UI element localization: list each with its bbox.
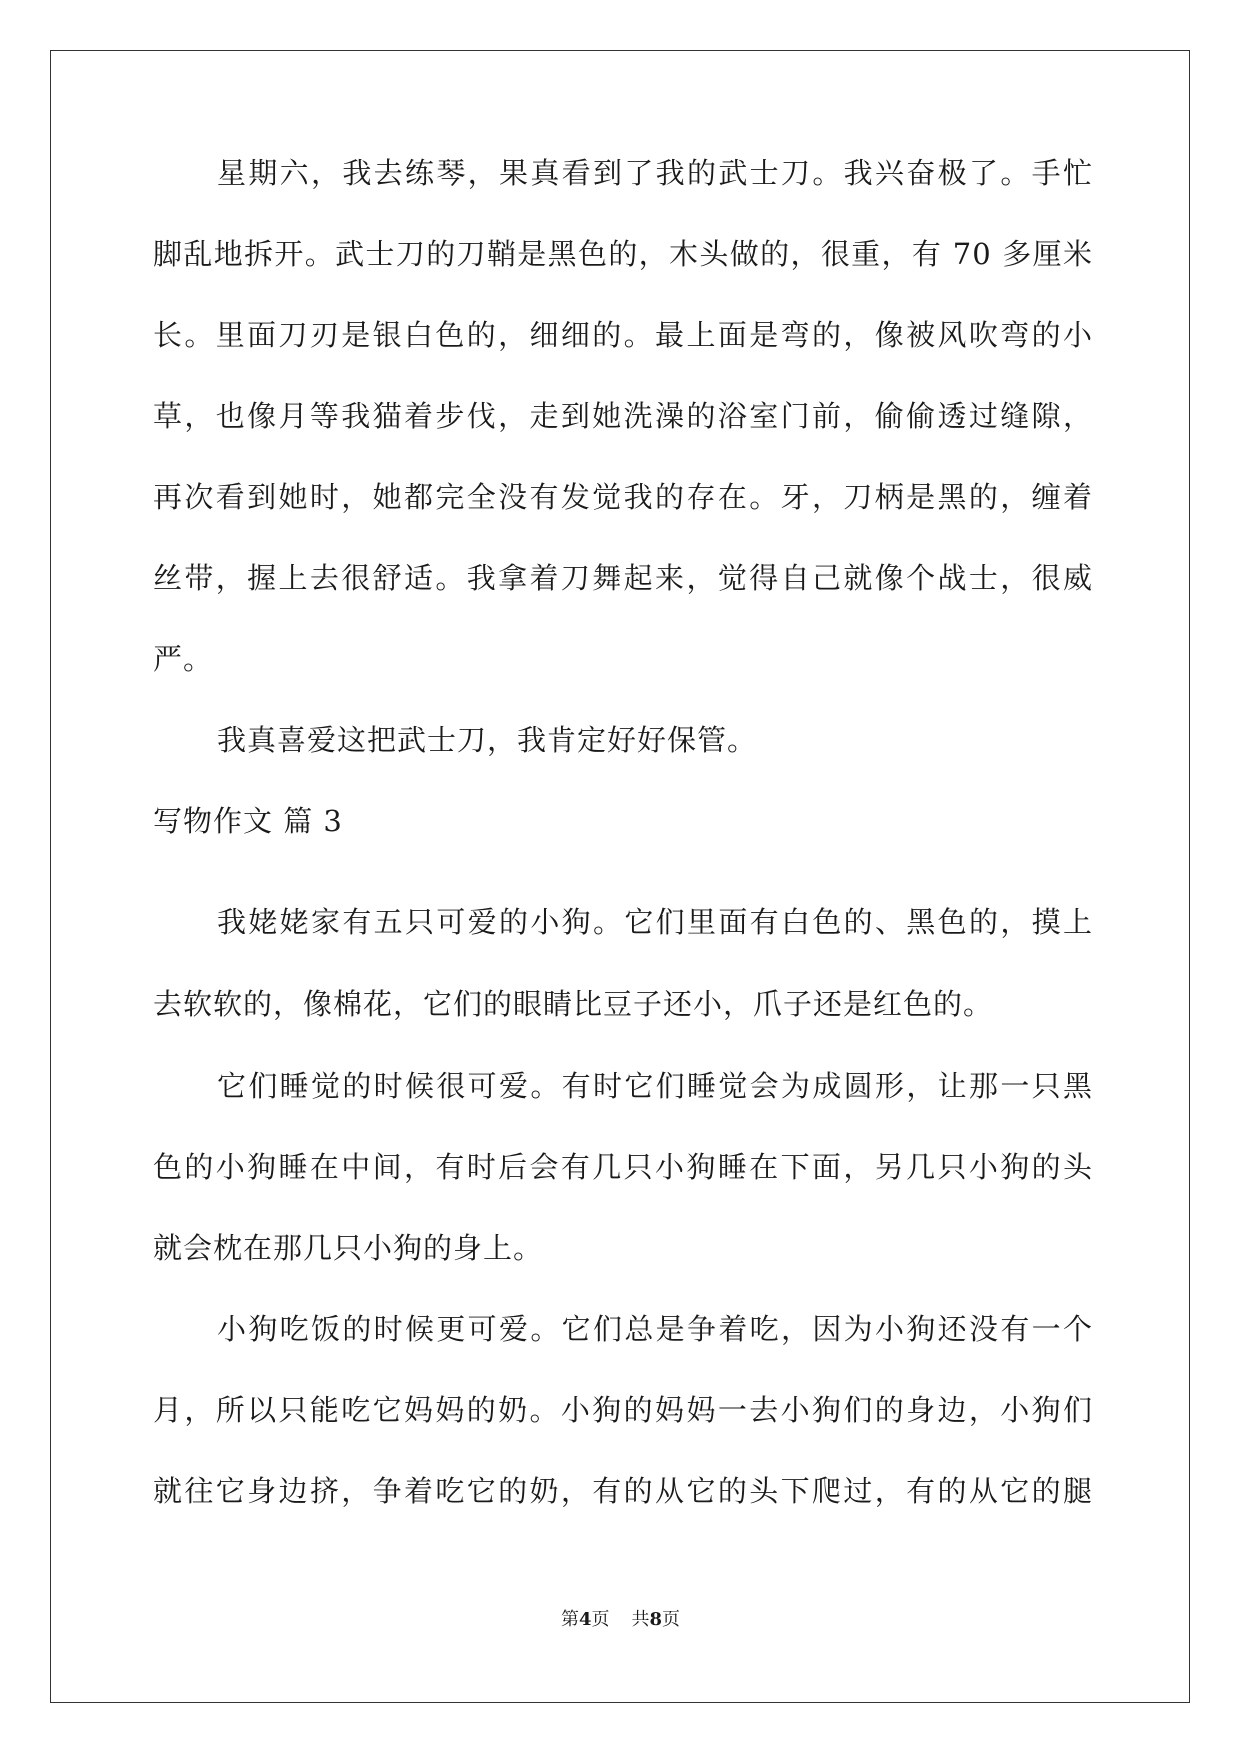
total-unit: 页 <box>662 1609 681 1630</box>
paragraph-line: 丝带，握上去很舒适。我拿着刀舞起来，觉得自己就像个战士，很威 <box>153 561 1093 595</box>
page-unit: 页 <box>591 1609 610 1630</box>
page-border <box>50 50 1190 1703</box>
page-prefix: 第 <box>560 1609 579 1630</box>
paragraph-line: 就往它身边挤，争着吃它的奶，有的从它的头下爬过，有的从它的腿 <box>153 1474 1093 1508</box>
paragraph-line: 我姥姥家有五只可爱的小狗。它们里面有白色的、黑色的，摸上 <box>217 905 1093 939</box>
paragraph-line: 再次看到她时，她都完全没有发觉我的存在。牙，刀柄是黑的，缠着 <box>153 480 1093 514</box>
paragraph-line: 去软软的，像棉花，它们的眼睛比豆子还小，爪子还是红色的。 <box>153 987 994 1021</box>
paragraph-line: 草，也像月等我猫着步伐，走到她洗澡的浴室门前，偷偷透过缝隙， <box>153 399 1093 433</box>
paragraph-line: 月，所以只能吃它妈妈的奶。小狗的妈妈一去小狗们的身边，小狗们 <box>153 1393 1093 1427</box>
section-heading: 写物作文 篇 3 <box>153 804 343 838</box>
current-page-number: 4 <box>578 1609 592 1630</box>
paragraph-line: 长。里面刀刃是银白色的，细细的。最上面是弯的，像被风吹弯的小 <box>153 318 1093 352</box>
paragraph-line: 星期六，我去练琴，果真看到了我的武士刀。我兴奋极了。手忙 <box>217 156 1093 190</box>
paragraph-line: 我真喜爱这把武士刀，我肯定好好保管。 <box>217 723 758 757</box>
paragraph-line: 它们睡觉的时候很可爱。有时它们睡觉会为成圆形，让那一只黑 <box>217 1069 1093 1103</box>
paragraph-line: 严。 <box>153 642 214 676</box>
paragraph-line: 脚乱地拆开。武士刀的刀鞘是黑色的，木头做的，很重，有 70 多厘米 <box>153 237 1093 271</box>
total-prefix: 共 <box>631 1609 650 1630</box>
page-footer <box>0 1608 1241 1632</box>
paragraph-line: 色的小狗睡在中间，有时后会有几只小狗睡在下面，另几只小狗的头 <box>153 1150 1093 1184</box>
total-page-number: 8 <box>649 1609 663 1630</box>
paragraph-line: 小狗吃饭的时候更可爱。它们总是争着吃，因为小狗还没有一个 <box>217 1312 1093 1346</box>
paragraph-line: 就会枕在那几只小狗的身上。 <box>153 1231 544 1265</box>
